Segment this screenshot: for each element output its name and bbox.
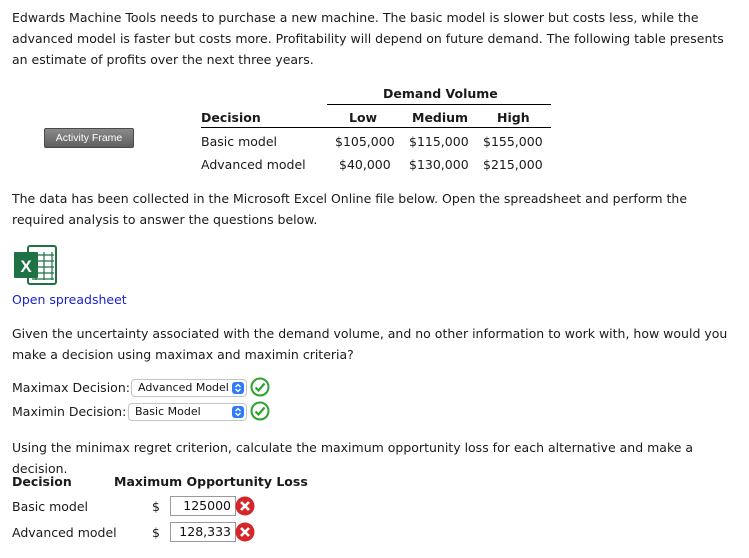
correct-check-icon <box>250 377 270 397</box>
maximax-label: Maximax Decision: <box>12 380 130 395</box>
select-arrows-icon <box>232 406 244 418</box>
col-low: Low <box>349 110 378 125</box>
incorrect-x-icon <box>235 522 255 542</box>
regret-paragraph: Using the minimax regret criterion, calculate the maximum opportunity loss for each alternative and make a decision. <box>12 440 694 476</box>
row-decision: Basic model <box>201 134 277 149</box>
incorrect-x-icon <box>235 496 255 516</box>
excel-icon[interactable] <box>12 244 58 286</box>
row-high: $155,000 <box>483 134 543 149</box>
correct-check-icon <box>250 401 270 421</box>
row-low: $40,000 <box>339 157 391 172</box>
data-paragraph: The data has been collected in the Microsoft Excel Online file below. Open the spreadsheet and perform the required analysis to answer the questions below. <box>12 191 688 227</box>
row-medium: $115,000 <box>409 134 469 149</box>
advanced-model-loss-input[interactable]: 128,333 <box>170 522 236 542</box>
excel-icon-letter: X <box>20 257 32 276</box>
maximin-select-value: Basic Model <box>135 405 201 418</box>
row-medium: $130,000 <box>409 157 469 172</box>
maximax-select-value: Advanced Model <box>138 381 229 394</box>
demand-volume-header: Demand Volume <box>383 86 498 101</box>
col-decision: Decision <box>201 110 261 125</box>
intro-paragraph: Edwards Machine Tools needs to purchase a new machine. The basic model is slower but costs less, while the advanced model is faster but costs more. Profitability will depend on future demand. The following table presents an estimate of profits over the next three years. <box>12 10 724 67</box>
row-low: $105,000 <box>335 134 395 149</box>
select-arrows-icon <box>232 382 244 394</box>
header-rule <box>327 104 551 105</box>
row-decision: Advanced model <box>201 157 306 172</box>
columns-rule <box>201 127 551 128</box>
maximax-select[interactable] <box>131 379 247 397</box>
col-decision: Decision <box>12 474 72 489</box>
maximin-label: Maximin Decision: <box>12 404 127 419</box>
open-spreadsheet-link[interactable]: Open spreadsheet <box>12 292 127 307</box>
col-high: High <box>497 110 530 125</box>
currency-symbol: $ <box>152 525 160 540</box>
row-decision: Advanced model <box>12 525 117 540</box>
basic-model-loss-input[interactable]: 125000 <box>170 496 236 516</box>
col-medium: Medium <box>412 110 469 125</box>
question-paragraph: Given the uncertainty associated with the demand volume, and no other information to work with, how would you make a decision using maximax and maximin criteria? <box>12 326 728 362</box>
maximin-select[interactable] <box>128 403 247 421</box>
currency-symbol: $ <box>152 499 160 514</box>
row-decision: Basic model <box>12 499 88 514</box>
row-high: $215,000 <box>483 157 543 172</box>
activity-frame-button[interactable]: Activity Frame <box>44 128 134 148</box>
col-max-opportunity-loss: Maximum Opportunity Loss <box>114 474 308 489</box>
